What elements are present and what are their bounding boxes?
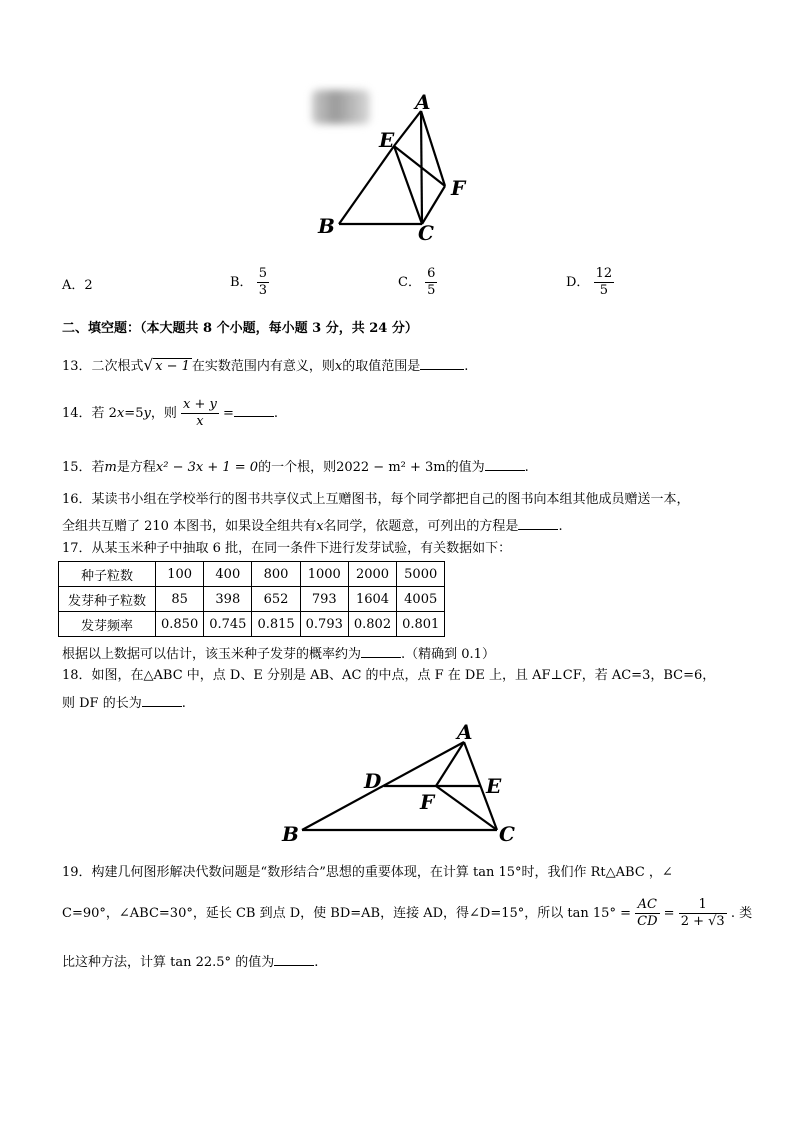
q15-expr: 2022 − m² + 3m <box>336 460 446 475</box>
q19-frac2-num: 1 <box>679 897 727 914</box>
q15-prefix: 15．若 <box>62 460 105 475</box>
answer-blank-14[interactable] <box>234 402 274 417</box>
q14-eq: =5 <box>124 406 144 421</box>
table-cell: 400 <box>204 562 252 587</box>
vertex-label-f: F <box>420 790 435 814</box>
question-19-line-3 <box>62 951 318 972</box>
vertex-label-e: E <box>379 128 395 152</box>
option-b-den: 3 <box>258 283 267 298</box>
option-a <box>62 277 93 295</box>
q18-end: . <box>181 696 186 711</box>
q15-mid2: 的一个根，则 <box>258 460 337 475</box>
q14-prefix: 14．若 2 <box>62 406 117 421</box>
table-cell: 5000 <box>397 562 445 587</box>
option-a-label: A． <box>62 278 85 293</box>
table-cell: 2000 <box>348 562 396 587</box>
q15-mid1: 是方程 <box>116 460 156 475</box>
question-17-intro: 17．从某玉米种子中抽取 6 批，在同一条件下进行发芽试验，有关数据如下： <box>62 541 512 556</box>
vertex-label-c: C <box>499 822 515 846</box>
question-17-after <box>62 643 495 664</box>
answer-blank-16[interactable] <box>518 515 558 530</box>
row-header: 发芽种子粒数 <box>59 587 156 612</box>
question-19-line-1: 19．构建几何图形解决代数问题是“数形结合”思想的重要体现，在计算 tan 15°时，我们作 Rt△ABC ，∠ <box>62 865 673 880</box>
q15-equation: x² − 3x + 1 = 0 <box>155 460 259 475</box>
q14-then: ，则 <box>150 406 177 421</box>
option-d-den: 5 <box>599 283 608 298</box>
q13-end: . <box>464 359 469 374</box>
germination-table <box>58 561 445 637</box>
row-header: 发芽频率 <box>59 612 156 637</box>
option-b <box>230 266 269 299</box>
q13-var: x <box>334 359 343 374</box>
table-cell: 0.802 <box>348 612 396 637</box>
q19-line2b: . 类 <box>730 906 753 921</box>
question-19-line-2 <box>62 897 752 930</box>
option-c <box>398 266 437 299</box>
table-cell: 1604 <box>348 587 396 612</box>
option-a-value: 2 <box>84 278 93 293</box>
q19-end: . <box>314 955 319 970</box>
option-d-num: 12 <box>595 266 613 281</box>
q14-x: x <box>116 406 125 421</box>
table-cell: 0.815 <box>252 612 300 637</box>
option-c-label: C． <box>398 275 421 290</box>
q17-after-end: .（精确到 0.1） <box>401 647 495 662</box>
vertex-label-c: C <box>418 221 434 245</box>
vertex-label-e: E <box>486 774 502 798</box>
q15-end: . <box>524 460 529 475</box>
option-c-num: 6 <box>427 266 436 281</box>
question-15 <box>62 456 529 477</box>
table-row <box>59 587 445 612</box>
table-cell: 0.745 <box>204 612 252 637</box>
row-header: 种子粒数 <box>59 562 156 587</box>
table-row <box>59 612 445 637</box>
q13-suffix: 的取值范围是 <box>342 359 421 374</box>
edge-be <box>339 146 394 224</box>
answer-blank-19[interactable] <box>274 951 314 966</box>
vertex-label-a: A <box>415 90 431 114</box>
q14-den: x <box>196 414 204 429</box>
table-cell: 0.801 <box>397 612 445 637</box>
triangle-figure-2 <box>0 700 794 850</box>
table-row <box>59 562 445 587</box>
vertex-label-d: D <box>364 769 382 793</box>
q16-var: x <box>316 519 324 534</box>
q13-prefix: 13．二次根式 <box>62 359 144 374</box>
question-14 <box>62 397 278 430</box>
q14-equals: = <box>222 406 234 421</box>
table-cell: 652 <box>252 587 300 612</box>
question-18-line-1: 18．如图，在△ABC 中，点 D、E 分别是 AB、AC 的中点，点 F 在 DE 上，且 AF⊥CF，若 AC=3，BC=6， <box>62 668 716 683</box>
edge-af <box>421 111 445 186</box>
question-13 <box>62 355 468 376</box>
q15-m: m <box>104 460 117 475</box>
vertex-label-b: B <box>282 822 299 846</box>
option-c-den: 5 <box>427 283 436 298</box>
q16-line2a: 全组共互赠了 210 本图书，如果设全组共有 <box>62 519 317 534</box>
edge-ea <box>394 111 421 146</box>
option-b-label: B． <box>230 275 253 290</box>
q17-after-text: 根据以上数据可以估计，该玉米种子发芽的概率约为 <box>62 647 362 662</box>
vertex-label-a: A <box>457 720 473 744</box>
table-cell: 1000 <box>300 562 348 587</box>
table-cell: 85 <box>156 587 204 612</box>
q14-y: y <box>143 406 151 421</box>
q14-num: x + y <box>182 397 217 412</box>
q13-mid: 在实数范围内有意义，则 <box>191 359 335 374</box>
q19-line3: 比这种方法，计算 tan 22.5° 的值为 <box>62 955 275 970</box>
q16-line2b: 名同学，依题意，可列出的方程是 <box>323 519 519 534</box>
q16-end: . <box>558 519 563 534</box>
answer-blank-17[interactable] <box>361 643 401 658</box>
triangle-figure-1 <box>0 0 794 260</box>
table-cell: 0.850 <box>156 612 204 637</box>
section-title: 二、填空题：（本大题共 8 个小题，每小题 3 分，共 24 分） <box>62 321 418 336</box>
answer-blank-13[interactable] <box>420 355 464 370</box>
option-d <box>566 266 614 299</box>
q13-radicand: x − 1 <box>155 359 190 374</box>
q19-eq: = <box>663 906 675 921</box>
q19-frac2-den: 2 + √3 <box>680 914 725 929</box>
question-16-line-1: 16．某读书小组在学校举行的图书共享仪式上互赠图书，每个同学都把自己的图书向本组其他成员赠送一本， <box>62 492 690 507</box>
question-16-line-2 <box>62 515 563 536</box>
table-cell: 800 <box>252 562 300 587</box>
vertex-label-f: F <box>451 176 466 200</box>
table-cell: 793 <box>300 587 348 612</box>
q19-frac1-den: CD <box>637 914 658 929</box>
vertex-label-b: B <box>318 214 335 238</box>
q19-frac1-num: AC <box>635 897 659 914</box>
table-cell: 100 <box>156 562 204 587</box>
option-b-num: 5 <box>258 266 267 281</box>
table-cell: 398 <box>204 587 252 612</box>
table-cell: 0.793 <box>300 612 348 637</box>
option-d-label: D． <box>566 275 590 290</box>
sqrt-symbol: √ <box>143 356 154 374</box>
answer-blank-15[interactable] <box>485 456 525 471</box>
q19-line2a: C=90°，∠ABC=30°，延长 CB 到点 D，使 BD=AB，连接 AD，得∠D=15°，所以 tan 15° = <box>62 906 631 921</box>
q15-suffix: 的值为 <box>445 460 485 475</box>
q18-line2: 则 DF 的长为 <box>62 696 142 711</box>
q14-end: . <box>273 406 279 421</box>
edge-fc <box>422 186 445 224</box>
table-cell: 4005 <box>397 587 445 612</box>
